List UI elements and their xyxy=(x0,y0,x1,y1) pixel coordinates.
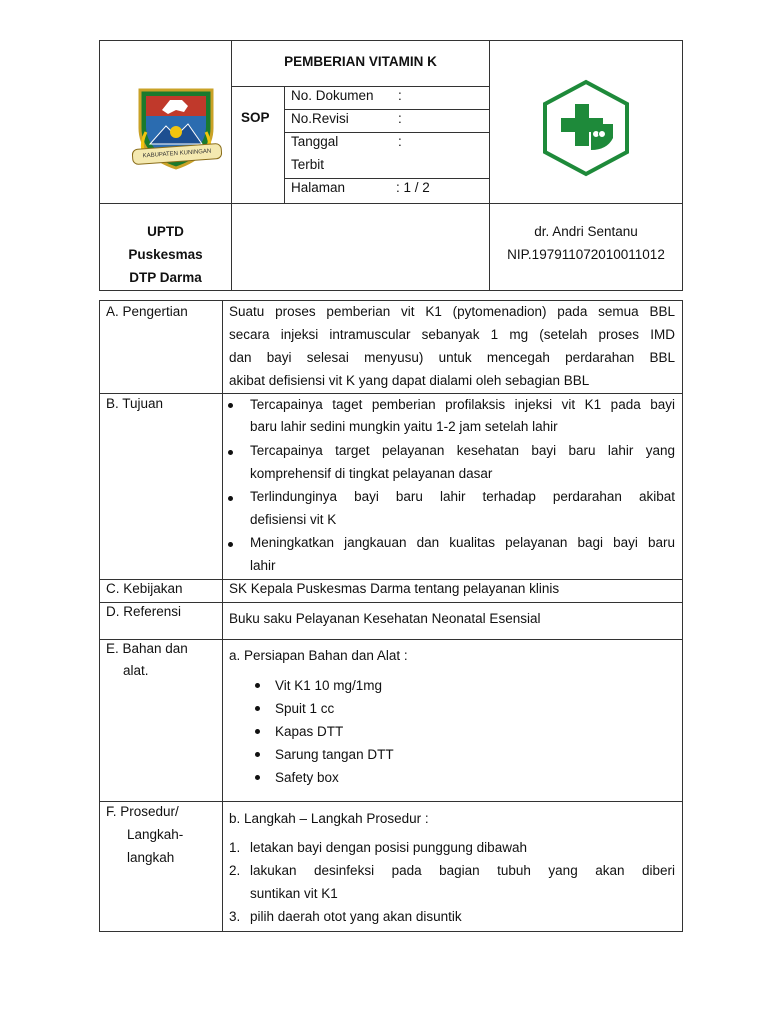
pengertian-line: Suatu proses pemberian vit K1 (pytomenadion) pada semua BBL xyxy=(229,304,675,319)
bullet-icon xyxy=(228,403,233,408)
section-tujuan-label: B. Tujuan xyxy=(106,396,164,411)
tujuan-item: lahir xyxy=(250,558,276,573)
bullet-icon xyxy=(255,683,260,688)
bahan-heading: a. Persiapan Bahan dan Alat : xyxy=(229,648,408,663)
pengertian-line: dan bayi selesai menyusu) untuk mencegah perdarahan BBL xyxy=(229,350,675,365)
prosedur-step: letakan bayi dengan posisi punggung dibawah xyxy=(250,840,527,855)
tujuan-item: Meningkatkan jangkauan dan kualitas pelayanan bagi bayi baru xyxy=(250,535,675,550)
pengertian-line: secara injeksi intramuscular sebanyak 1 mg (setelah proses IMD xyxy=(229,327,675,342)
regency-logo-text: KABUPATEN KUNINGAN xyxy=(142,148,212,160)
bahan-item: Kapas DTT xyxy=(275,724,344,739)
puskesmas-logo xyxy=(541,78,631,178)
tujuan-item: defisiensi vit K xyxy=(250,512,337,527)
field-tanggal-label: Tanggal xyxy=(291,134,339,149)
field-halaman-label: Halaman xyxy=(291,180,346,195)
bullet-icon xyxy=(228,542,233,547)
section-prosedur-label-3: langkah xyxy=(127,850,175,865)
bullet-icon xyxy=(228,496,233,501)
bahan-item: Safety box xyxy=(275,770,339,785)
org-line-3: DTP Darma xyxy=(129,270,202,285)
tujuan-item: komprehensif di tingkat pelayanan dasar xyxy=(250,466,493,481)
step-number: 1. xyxy=(229,840,241,855)
bahan-item: Vit K1 10 mg/1mg xyxy=(275,678,383,693)
pengertian-line: akibat defisiensi vit K yang dapat dialami oleh sebagian BBL xyxy=(229,373,590,388)
signatory-nip: NIP.197911072010011012 xyxy=(507,247,665,262)
bullet-icon xyxy=(255,775,260,780)
field-no-dokumen-label: No. Dokumen xyxy=(291,88,374,103)
bahan-item: Spuit 1 cc xyxy=(275,701,335,716)
prosedur-step: lakukan desinfeksi pada bagian tubuh yang akan diberi xyxy=(250,863,675,878)
kebijakan-text: SK Kepala Puskesmas Darma tentang pelayanan klinis xyxy=(229,581,560,596)
section-prosedur-label: F. Prosedur/ xyxy=(106,804,179,819)
field-no-revisi-value: : xyxy=(398,111,402,126)
bullet-icon xyxy=(228,450,233,455)
section-pengertian-label: A. Pengertian xyxy=(106,304,188,319)
field-tanggal-value: : xyxy=(398,134,402,149)
bullet-icon xyxy=(255,752,260,757)
field-no-revisi-label: No.Revisi xyxy=(291,111,349,126)
section-prosedur-label-2: Langkah- xyxy=(127,827,184,842)
step-number: 2. xyxy=(229,863,241,878)
document-title: PEMBERIAN VITAMIN K xyxy=(284,54,437,69)
section-kebijakan-label: C. Kebijakan xyxy=(106,581,183,596)
org-line-1: UPTD xyxy=(147,224,184,239)
org-line-2: Puskesmas xyxy=(128,247,203,262)
field-halaman-value: : 1 / 2 xyxy=(396,180,430,195)
tujuan-item: Tercapainya taget pemberian profilaksis injeksi vit K1 pada bayi xyxy=(250,397,675,412)
tujuan-item: baru lahir sedini mungkin yaitu 1-2 jam setelah lahir xyxy=(250,419,558,434)
prosedur-step: pilih daerah otot yang akan disuntik xyxy=(250,909,462,924)
bullet-icon xyxy=(255,729,260,734)
section-bahan-label-2: alat. xyxy=(123,663,149,678)
sop-label: SOP xyxy=(241,110,270,125)
tujuan-item: Terlindunginya bayi baru lahir terhadap perdarahan akibat xyxy=(250,489,675,504)
step-number: 3. xyxy=(229,909,241,924)
section-bahan-label: E. Bahan dan xyxy=(106,641,188,656)
field-terbit-label: Terbit xyxy=(291,157,325,172)
bahan-item: Sarung tangan DTT xyxy=(275,747,394,762)
field-no-dokumen-value: : xyxy=(398,88,402,103)
referensi-text: Buku saku Pelayanan Kesehatan Neonatal Esensial xyxy=(229,611,541,626)
prosedur-step: suntikan vit K1 xyxy=(250,886,338,901)
signatory-name: dr. Andri Sentanu xyxy=(534,224,638,239)
prosedur-heading: b. Langkah – Langkah Prosedur : xyxy=(229,811,429,826)
section-referensi-label: D. Referensi xyxy=(106,604,182,619)
tujuan-item: Tercapainya target pelayanan kesehatan bayi baru lahir yang xyxy=(250,443,675,458)
bullet-icon xyxy=(255,706,260,711)
